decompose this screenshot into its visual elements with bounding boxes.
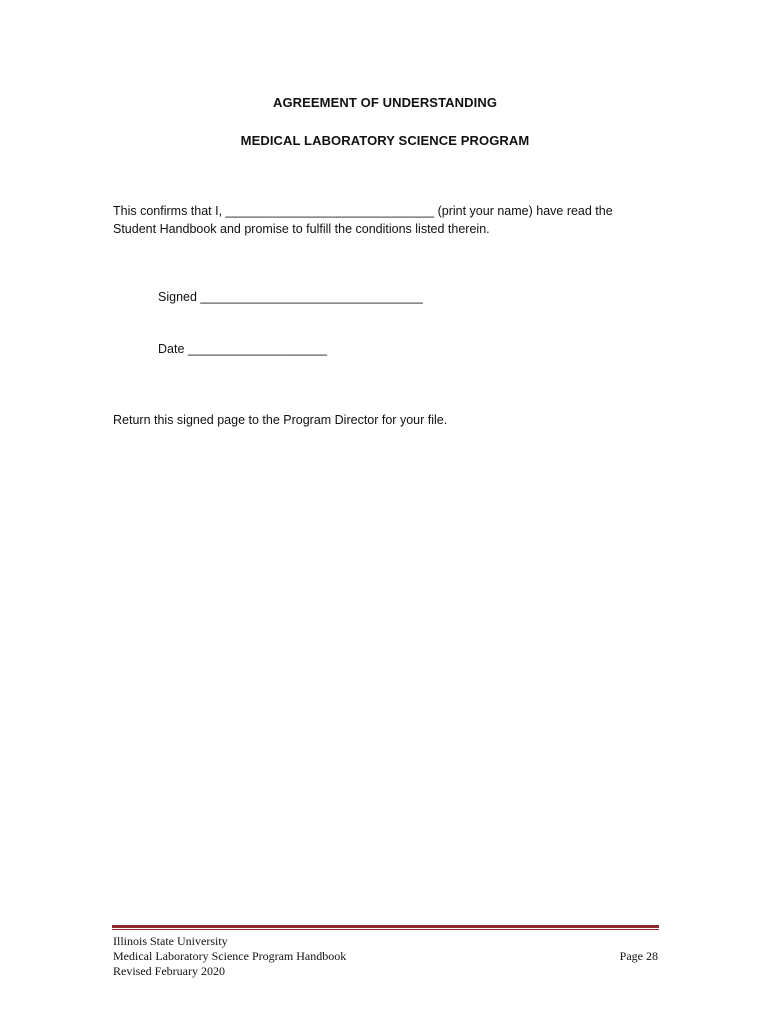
signature-line (158, 290, 423, 304)
page-footer (113, 934, 658, 979)
footer-revised: Revised February 2020 (113, 964, 225, 978)
confirm-suffix: (print your name) have read the Student Handbook and promise to fulfill the conditions listed therein. (113, 204, 613, 236)
confirm-prefix: This confirms that I, (113, 204, 223, 218)
date-label: Date (158, 342, 185, 356)
date-blank: ____________________ (187, 342, 327, 356)
name-blank-line: ______________________________ (225, 204, 435, 218)
confirmation-paragraph (113, 202, 653, 238)
footer-handbook: Medical Laboratory Science Program Handbook (113, 949, 347, 963)
date-line (158, 342, 327, 356)
document-subtitle: MEDICAL LABORATORY SCIENCE PROGRAM (240, 133, 530, 148)
return-instruction: Return this signed page to the Program Director for your file. (113, 413, 448, 427)
page-number: Page 28 (619, 949, 658, 963)
document-title: AGREEMENT OF UNDERSTANDING (272, 95, 498, 110)
signed-label: Signed (158, 290, 197, 304)
footer-university: Illinois State University (113, 934, 228, 948)
signature-blank: ________________________________ (200, 290, 423, 304)
footer-divider (112, 925, 659, 930)
